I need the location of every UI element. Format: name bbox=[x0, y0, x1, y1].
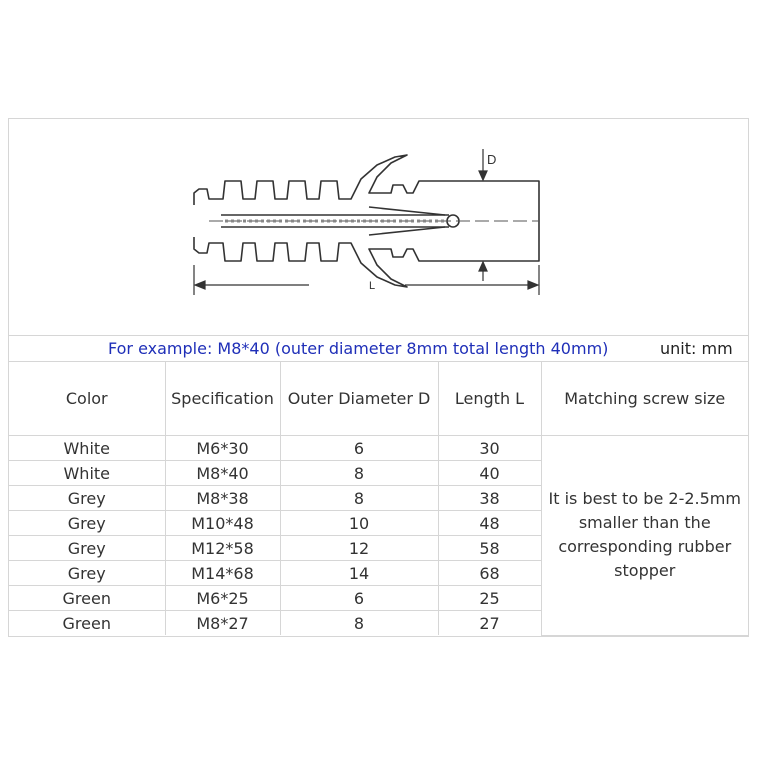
cell-outer-diameter: 12 bbox=[280, 536, 438, 561]
spec-table bbox=[9, 362, 748, 636]
cell-specification: M6*30 bbox=[165, 436, 280, 461]
label-d: D bbox=[487, 152, 497, 167]
cell-specification: M12*58 bbox=[165, 536, 280, 561]
table-header-row bbox=[9, 362, 748, 436]
cell-outer-diameter: 6 bbox=[280, 586, 438, 611]
cell-length: 40 bbox=[438, 461, 541, 486]
header-color: Color bbox=[9, 362, 165, 436]
cell-length: 25 bbox=[438, 586, 541, 611]
example-row bbox=[9, 335, 748, 362]
cell-color: Grey bbox=[9, 486, 165, 511]
cell-outer-diameter: 14 bbox=[280, 561, 438, 586]
cell-color: Green bbox=[9, 611, 165, 636]
d-arrow-bottom bbox=[479, 262, 487, 271]
anchor-plug-diagram bbox=[9, 119, 748, 335]
cell-length: 38 bbox=[438, 486, 541, 511]
cell-outer-diameter: 6 bbox=[280, 436, 438, 461]
d-arrow-top bbox=[479, 171, 487, 180]
cell-outer-diameter: 10 bbox=[280, 511, 438, 536]
header-outer-diameter: Outer Diameter D bbox=[280, 362, 438, 436]
table-row bbox=[9, 436, 748, 461]
l-arrow-left bbox=[195, 281, 205, 289]
cell-length: 48 bbox=[438, 511, 541, 536]
cell-color: Grey bbox=[9, 511, 165, 536]
example-text: For example: M8*40 (outer diameter 8mm total length 40mm) bbox=[108, 339, 609, 358]
header-specification: Specification bbox=[165, 362, 280, 436]
cell-color: White bbox=[9, 461, 165, 486]
screw-size-note: It is best to be 2-2.5mm smaller than the corresponding rubber stopper bbox=[541, 436, 748, 636]
cell-specification: M8*38 bbox=[165, 486, 280, 511]
cell-outer-diameter: 8 bbox=[280, 486, 438, 511]
label-l: L bbox=[369, 280, 376, 292]
cell-specification: M8*27 bbox=[165, 611, 280, 636]
anchor-bottom-outline bbox=[194, 205, 539, 287]
header-screw-size: Matching screw size bbox=[541, 362, 748, 436]
cell-specification: M10*48 bbox=[165, 511, 280, 536]
cell-specification: M6*25 bbox=[165, 586, 280, 611]
cell-outer-diameter: 8 bbox=[280, 461, 438, 486]
cell-color: Grey bbox=[9, 561, 165, 586]
cell-outer-diameter: 8 bbox=[280, 611, 438, 636]
cell-color: Green bbox=[9, 586, 165, 611]
cell-length: 30 bbox=[438, 436, 541, 461]
cell-specification: M14*68 bbox=[165, 561, 280, 586]
l-arrow-right bbox=[528, 281, 538, 289]
cell-length: 27 bbox=[438, 611, 541, 636]
unit-text: unit: mm bbox=[660, 339, 733, 358]
spec-sheet bbox=[8, 118, 749, 637]
cell-length: 58 bbox=[438, 536, 541, 561]
anchor-plug-drawing bbox=[9, 119, 748, 335]
cell-specification: M8*40 bbox=[165, 461, 280, 486]
cell-length: 68 bbox=[438, 561, 541, 586]
header-length: Length L bbox=[438, 362, 541, 436]
cell-color: Grey bbox=[9, 536, 165, 561]
cell-color: White bbox=[9, 436, 165, 461]
